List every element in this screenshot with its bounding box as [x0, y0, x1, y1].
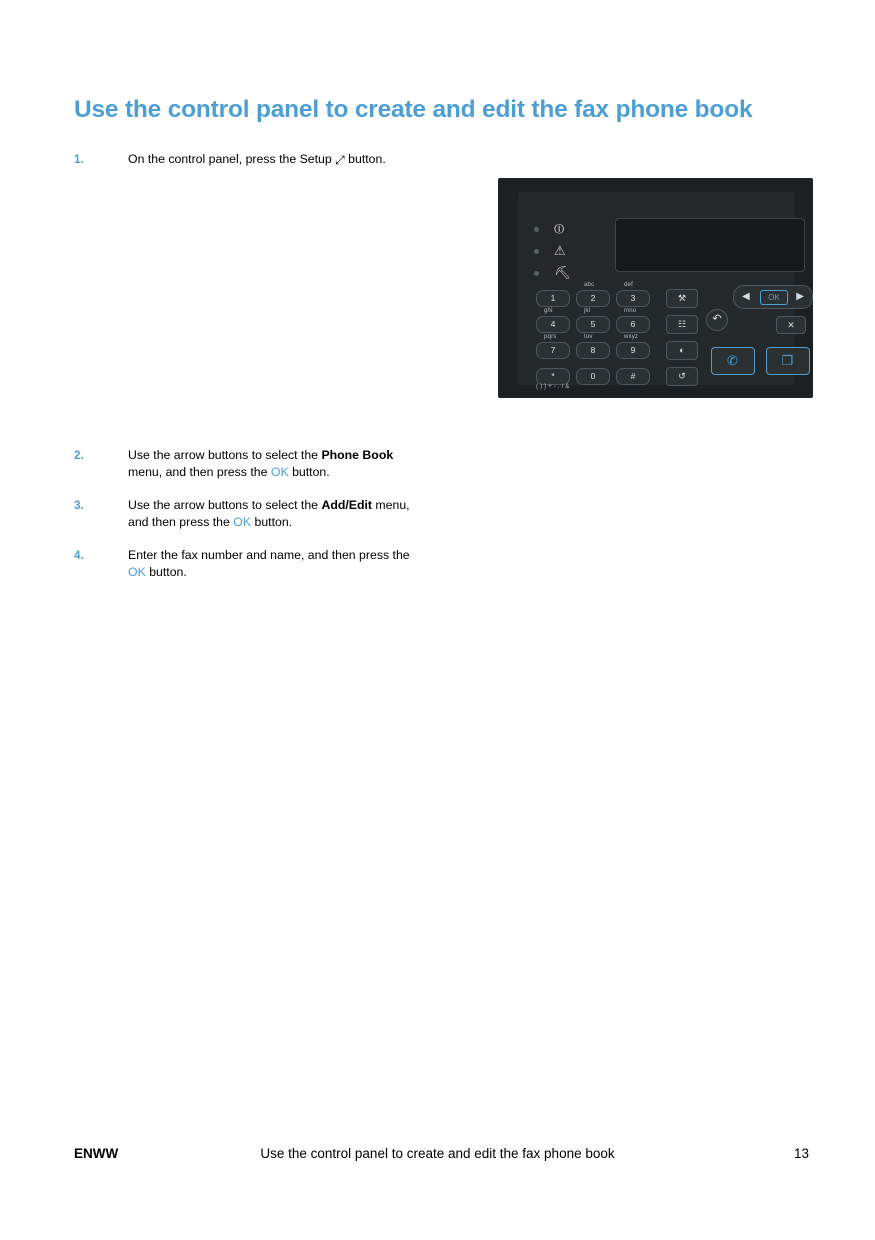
footer-section-title: Use the control panel to create and edit the fax phone book	[260, 1146, 615, 1161]
control-panel-face	[518, 192, 804, 390]
setup-key[interactable]: ⚒	[666, 289, 698, 308]
status-led-group	[534, 219, 604, 285]
step-text	[128, 547, 413, 581]
keypad-key-5[interactable]: 5	[576, 316, 610, 333]
keypad-label-tuv: tuv	[584, 334, 593, 340]
step-2-text-mid: menu, and then press the	[128, 465, 271, 479]
step-number: 1.	[74, 153, 84, 166]
step-4-text-after: button.	[145, 565, 187, 579]
keypad-key-6[interactable]: 6	[616, 316, 650, 333]
step-3-menu-name: Add/Edit	[321, 498, 372, 512]
navigation-pad[interactable]	[733, 285, 813, 309]
keypad-key-7[interactable]: 7	[536, 342, 570, 359]
left-arrow-icon[interactable]: ◀	[742, 291, 750, 302]
step-1-text-before: On the control panel, press the Setup	[128, 152, 336, 166]
keypad-key-4[interactable]: 4	[536, 316, 570, 333]
ok-button[interactable]: OK	[760, 290, 788, 305]
footer-language-code: ENWW	[74, 1146, 119, 1161]
led-dot	[534, 227, 539, 232]
start-fax-button[interactable]: ✆	[711, 347, 755, 375]
step-2-menu-name: Phone Book	[321, 448, 394, 462]
step-3-text-before: Use the arrow buttons to select the	[128, 498, 322, 512]
step-text	[128, 447, 413, 481]
toner-cartridge-icon: ⛏	[554, 265, 571, 280]
keypad-label-jkl: jkl	[584, 308, 591, 314]
power-icon: ⏼	[554, 221, 565, 236]
step-3-text-after: button.	[251, 515, 293, 529]
contrast-key[interactable]: ◐	[666, 341, 698, 360]
right-arrow-icon[interactable]: ▶	[796, 291, 804, 302]
keypad-label-ghi: ghi	[544, 308, 553, 314]
keypad-key-9[interactable]: 9	[616, 342, 650, 359]
step-3-text-mid: menu, and then press the	[128, 498, 410, 529]
attention-led	[534, 241, 604, 263]
keypad-label-pqrs: pqrs	[544, 334, 557, 340]
wrench-icon: ⤢	[335, 153, 345, 167]
keypad-key-8[interactable]: 8	[576, 342, 610, 359]
keypad-key-3[interactable]: 3	[616, 290, 650, 307]
step-text	[128, 497, 413, 531]
keypad-label-wxyz: wxyz	[624, 334, 639, 340]
ok-reference: OK	[233, 515, 252, 529]
step-number: 3.	[74, 499, 84, 512]
led-dot	[534, 271, 539, 276]
keypad-key-2[interactable]: 2	[576, 290, 610, 307]
step-4-text-before: Enter the fax number and name, and then press the	[128, 548, 410, 562]
reduce-enlarge-key[interactable]: ↺	[666, 367, 698, 386]
step-2-text-before: Use the arrow buttons to select the	[128, 448, 322, 462]
step-text	[128, 151, 413, 168]
cancel-button[interactable]: ✕	[776, 316, 806, 334]
step-number: 2.	[74, 449, 84, 462]
keypad-symbols-label: ( ) } + - . / &	[536, 384, 570, 390]
ok-reference: OK	[128, 565, 146, 579]
step-2-text-after: button.	[288, 465, 330, 479]
keypad-key-hash[interactable]: #	[616, 368, 650, 385]
keypad-label-mno: mno	[624, 308, 637, 314]
ready-led	[534, 219, 604, 241]
control-panel-display	[615, 218, 805, 272]
address-book-key[interactable]: ☷	[666, 315, 698, 334]
back-button[interactable]: ↶	[706, 309, 728, 331]
led-dot	[534, 249, 539, 254]
warning-triangle-icon: ⚠	[554, 243, 566, 258]
keypad-key-star[interactable]: *	[536, 368, 570, 385]
keypad-key-0[interactable]: 0	[576, 368, 610, 385]
page-title: Use the control panel to create and edit the fax phone book	[74, 96, 753, 123]
ok-reference: OK	[270, 465, 289, 479]
step-number: 4.	[74, 549, 84, 562]
keypad-label-abc: abc	[584, 282, 595, 288]
start-copy-button[interactable]: ❐	[766, 347, 810, 375]
control-panel-illustration	[498, 178, 813, 398]
keypad-key-1[interactable]: 1	[536, 290, 570, 307]
step-1-text-after: button.	[344, 152, 386, 166]
footer-page-number: 13	[793, 1146, 809, 1161]
keypad-label-def: def	[624, 282, 633, 288]
